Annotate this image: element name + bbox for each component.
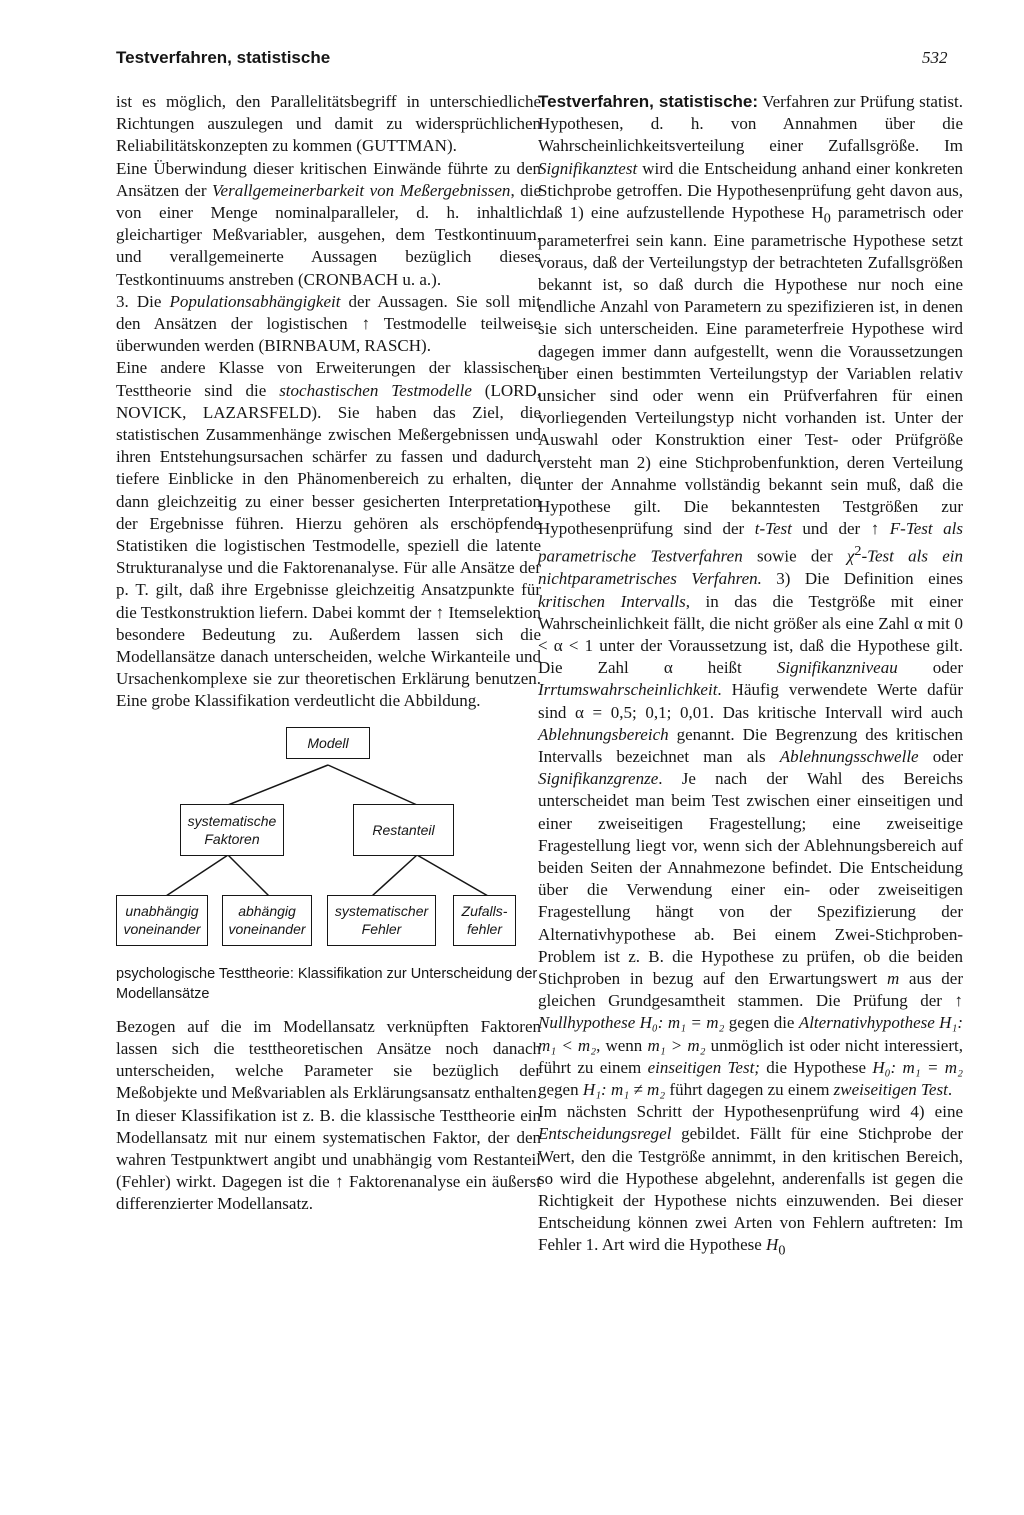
- connector-line: [228, 765, 328, 805]
- node-abhaengig-voneinander: abhängig voneinander: [222, 895, 312, 946]
- page-number: 532: [922, 48, 948, 67]
- paragraph: Im nächsten Schritt der Hypothesenprüfung wird 4) eine Entscheidungsregel gebildet. Fällt für eine Stichprobe der Wert, den die Testgröße annimmt, in den kritischen Bereich, so wird die Hypothese abgelehnt, anderenfalls ist gegen die Richtigkeit der Hypothese nichts einzuwenden. Bei dieser Entscheidung können zwei Arten von Fehlern auftreten: Im Fehler 1. Art wird die Hypothese $H_0$: [538, 1102, 963, 1259]
- node-modell: Modell: [286, 727, 370, 759]
- paragraph: Bezogen auf die im Modellansatz verknüpften Faktoren lassen sich die testtheoretischen Ansätze noch danach unterscheiden, welche Parameter sie bezüglich der Meßobjekte und Meßvariablen als Erklärungsansatz enthalten. In dieser Klassifikation ist z. B. die klassische Testtheorie ein Modellansatz mit nur einem systematischen Faktor, der den wahren Testpunktwert angibt und unabhängig vom Restanteil (Fehler) wirkt. Dagegen ist die ↑ Faktorenanalyse ein äußerst differenzierter Modellansatz.: [116, 1016, 541, 1214]
- paragraph: 3. Die Populationsabhängigkeit der Aussagen. Sie soll mit den Ansätzen der logistischen ↑ Testmodelle teilweise überwunden werden (BIRNBAUM, RASCH).: [116, 291, 542, 356]
- connector-line: [417, 855, 488, 896]
- node-systematische-faktoren: systematische Faktoren: [180, 804, 284, 856]
- paragraph: Eine andere Klasse von Erweiterungen der klassischen Testtheorie sind die stochastischen Testmodelle (LORD, NOVICK, LAZARSFELD). Sie haben das Ziel, die statistischen Zusammenhänge zwischen Meßergebnissen und ihren Entstehungsursachen schärfer zu fassen und dadurch tiefere Einblicke in den Phänomenbereich zu erhalten, die dann gleichzeitig zu einer besser gesicherten Interpretation der Ergebnisse führen. Hierzu gehören als erschöpfende Statistiken die logistischen Testmodelle, speziell die latente Strukturanalyse und die Faktorenanalyse. Für alle Ansätze der p. T. gilt, daß ihre Ergebnisse gleichzeitig Ansatzpunkte für die Testkonstruktion liefern. Dabei kommt der ↑ Itemselektion besondere Bedeutung zu. Außerdem lassen sich die Modellansätze danach unterscheiden, welche Wirkanteile und Ursachenkomplexe sie zur theoretischen Erklärung benutzen. Eine grobe Klassifikation verdeutlicht die Abbildung.: [116, 358, 541, 711]
- left-column: [116, 91, 541, 1216]
- paragraph: ist es möglich, den Parallelitätsbegriff in unterschiedliche Richtungen auszulegen und damit zu widersprüchlichen Reliabilitätskonzepten zu kommen (GUTTMAN).: [116, 92, 541, 156]
- running-header-title: Testverfahren, statistische: [116, 48, 331, 67]
- connector-line: [328, 765, 417, 805]
- node-systematischer-fehler: systematischer Fehler: [327, 895, 436, 946]
- classification-diagram: [116, 719, 541, 956]
- connector-line: [166, 855, 228, 896]
- connector-line: [372, 855, 417, 896]
- paragraph: Testverfahren, statistische: Verfahren zur Prüfung statist. Hypothesen, d. h. von Annahmen über die Wahrscheinlichkeitsverteilung einer Zufallsgröße. Im Signifikanztest wird die Entscheidung anhand einer konkreten Stichprobe getroffen. Die Hypothesenprüfung geht davon aus, daß 1) eine aufzustellende Hypothese $H_0$ parametrisch oder parameterfrei sein kann. Eine parametrische Hypothese setzt voraus, daß der Verteilungstyp der betrachteten Zufallsgrößen bekannt ist, so daß durch die Hypothese nur noch eine endliche Anzahl von Parametern zu spezifizieren ist, in denen sie sich unterscheiden. Eine parameterfreie Hypothese wird dagegen immer dann aufgestellt, wenn die Voraussetzungen über einen bestimmten Verteilungstyp der Variablen relativ unsicher sind oder wenn ein Prüfverfahren für einen vorliegenden Verteilungstyp nicht vorhanden ist. Unter der Auswahl oder Konstruktion einer Test- oder Prüfgröße versteht man 2) eine Stichprobenfunktion, deren Verteilung unter der Annahme vollständig bekannt sein muß, daß die Hypothese gilt. Die bekanntesten Testgrößen zur Hypothesenprüfung sind der t-Test und der ↑ F-Test als parametrische Testverfahren sowie der $\chi^2$-Test als ein nichtparametrisches Verfahren. 3) Die Definition eines kritischen Intervalls, in das die Testgröße mit einer Wahrscheinlichkeit fällt, die nicht größer als eine Zahl α mit 0 < α < 1 unter der Voraussetzung ist, daß die Hypothese gilt. Die Zahl α heißt Signifikanzniveau oder Irrtumswahrscheinlichkeit. Häufig verwendete Werte dafür sind α = 0,5; 0,1; 0,01. Das kritische Intervall wird auch Ablehnungsbereich genannt. Die Begrenzung des kritischen Intervalls bezeichnet man als Ablehnungsschwelle oder Signifikanzgrenze. Je nach der Wahl des Bereichs unterscheidet man beim Test zwischen einer einseitigen und einer zweiseitigen Fragestellung; eine zweiseitige Fragestellung liegt vor, wenn sich der Ablehnungsbereich auf beiden Seiten der Annahmezone befindet. Die Entscheidung über die Verwendung einer ein- oder zweiseitigen Fragestellung hängt von der Spezifizierung der Alternativhypothese ab. Bei einem Zwei-Stichproben-Problem ist z. B. die Hypothese zu prüfen, ob die beiden Stichproben in bezug auf den Erwartungswert m aus der gleichen Grundgesamtheit stammen. Die Prüfung der ↑ Nullhypothese H₀: m₁ = m₂ gegen die Alternativhypothese H₁: m₁ < m₂, wenn m₁ > m₂ unmöglich ist oder nicht interessiert, führt zu einem einseitigen Test; die Hypothese H₀: m₁ = m₂ gegen H₁: m₁ ≠ m₂ führt dagegen zu einem zweiseitigen Test.: [538, 92, 964, 1099]
- node-unabhaengig-voneinander: unabhängig voneinander: [116, 895, 208, 946]
- figure-caption: psychologische Testtheorie: Klassifikation zur Unterscheidung der Modellansätze: [116, 965, 538, 1002]
- connector-line: [228, 855, 269, 896]
- paragraph: Eine Überwindung dieser kritischen Einwände führte zu den Ansätzen der Verallgemeinerbarkeit von Meßergebnissen, die von einer Menge nominalparalleler, d. h. inhaltlich gleichartiger Meßvariabler, ausgehen, dem Testkontinuum, und verallgemeinerte Aussagen bezüglich dieses Testkontinuums anstreben (CRONBACH u. a.).: [116, 158, 541, 289]
- node-restanteil: Restanteil: [353, 804, 454, 856]
- node-zufallsfehler: Zufalls- fehler: [453, 895, 516, 946]
- right-column: [538, 91, 963, 1262]
- entry-headword: Testverfahren, statistische:: [538, 92, 759, 111]
